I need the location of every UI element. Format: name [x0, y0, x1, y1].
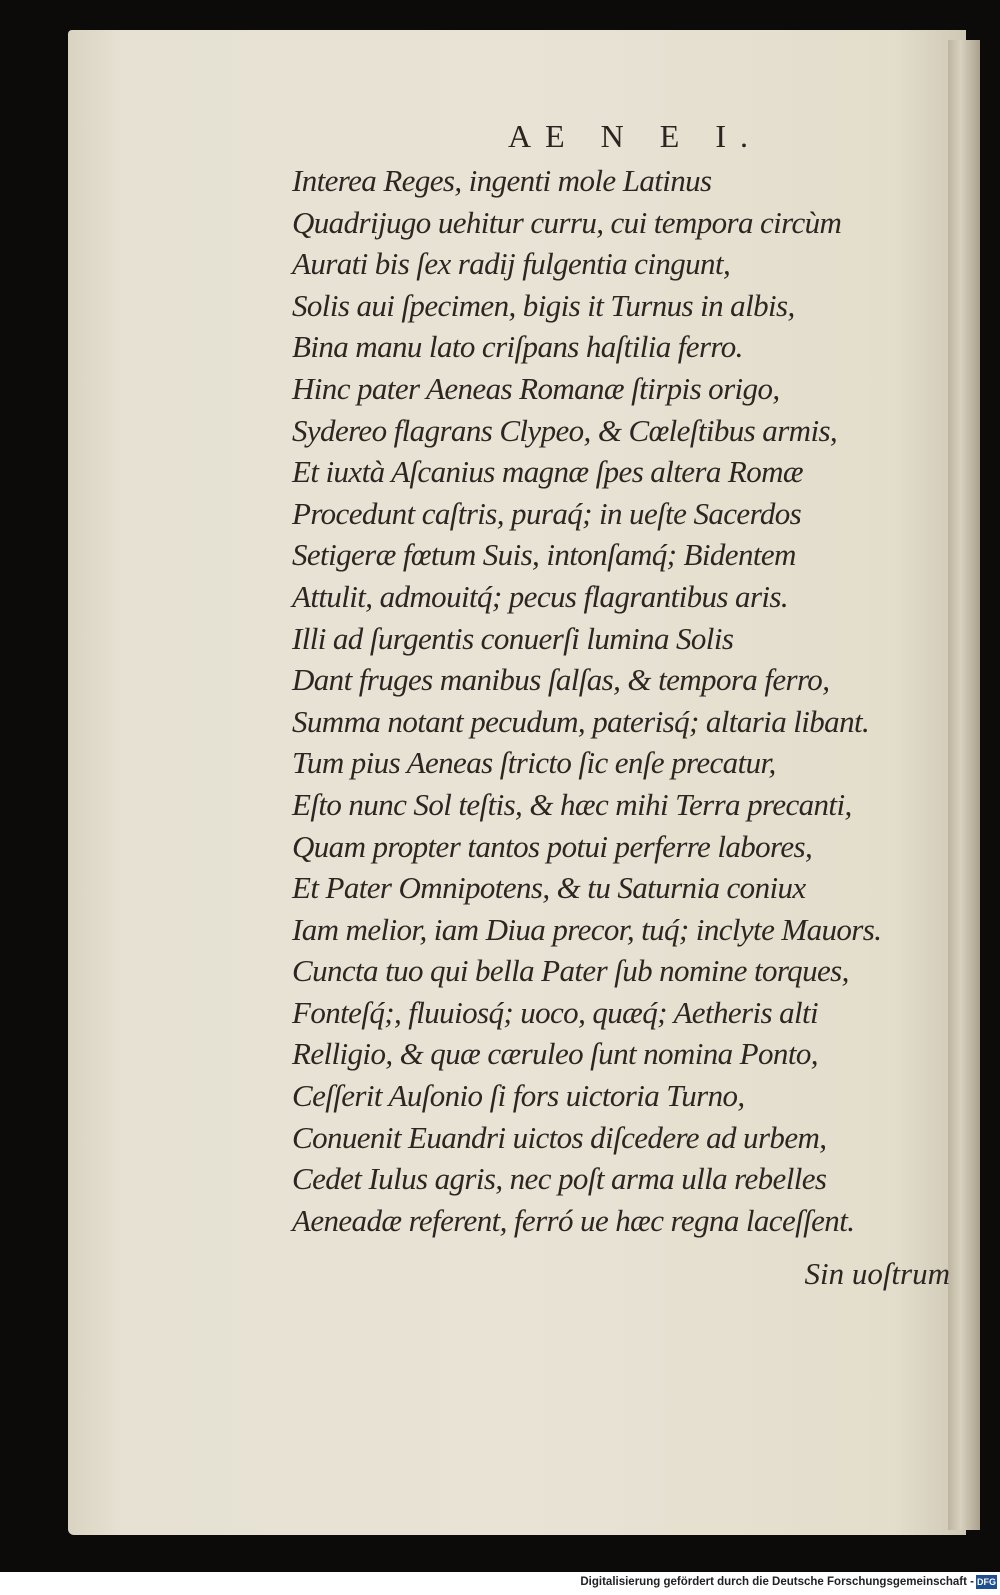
verse-lines: [292, 160, 881, 1241]
digitization-credit: Digitalisierung gefördert durch die Deutsche Forschungsgemeinschaft -: [580, 1576, 974, 1588]
verse-line: Quadrijugo uehitur curru, cui tempora circùm: [292, 204, 842, 240]
footer-bar: [0, 1572, 1000, 1595]
verse-line: Cuncta tuo qui bella Pater ſub nomine torques,: [292, 953, 849, 989]
catchword: Sin uoſtrum: [804, 1256, 950, 1291]
verse-line: Solis aui ſpecimen, bigis it Turnus in albis,: [292, 287, 795, 323]
verse-line: Summa notant pecudum, paterisq́; altaria libant.: [292, 703, 870, 739]
verse-line: Et Pater Omnipotens, & tu Saturnia coniux: [292, 870, 806, 906]
facing-page-edge: [948, 40, 980, 1530]
verse-line: Procedunt caſtris, puraq́; in ueſte Sacerdos: [292, 495, 802, 531]
verse-line: Sydereo flagrans Clypeo, & Cœleſtibus armis,: [292, 412, 838, 448]
verse-line: Interea Reges, ingenti mole Latinus: [292, 163, 712, 198]
verse-line: Conuenit Euandri uictos diſcedere ad urbem,: [292, 1119, 827, 1155]
verse-line: Quam propter tantos potui perferre labores,: [292, 828, 813, 864]
verse-line: Et iuxtà Aſcanius magnæ ſpes altera Romæ: [292, 454, 804, 490]
verse-line: Cedet Iulus agris, nec poſt arma ulla rebelles: [292, 1161, 827, 1197]
verse-line: Iam melior, iam Diua precor, tuq́; inclyte Mauors.: [292, 911, 882, 947]
verse-line: Aeneadæ referent, ferró ue hæc regna laceſſent.: [292, 1202, 855, 1238]
verse-line: Illi ad ſurgentis conuerſi lumina Solis: [292, 620, 734, 656]
verse-line: Hinc pater Aeneas Romanæ ſtirpis origo,: [292, 370, 780, 406]
dfg-logo: DFG: [977, 1577, 996, 1587]
verse-line: Eſto nunc Sol teſtis, & hæc mihi Terra precanti,: [292, 786, 852, 822]
running-head: AE N E I.: [508, 118, 762, 154]
verse-line: Relligio, & quæ cæruleo ſunt nomina Ponto,: [292, 1036, 818, 1072]
verse-line: Setigeræ fœtum Suis, intonſamq́; Bidentem: [292, 537, 796, 573]
verse-line: Attulit, admouitq́; pecus flagrantibus aris.: [292, 578, 789, 614]
verse-line: Aurati bis ſex radij fulgentia cingunt,: [292, 246, 731, 282]
verse-line: Fonteſq́;, fluuiosq́; uoco, quæq́; Aetheris alti: [292, 994, 819, 1030]
verse-line: Ceſſerit Auſonio ſi fors uictoria Turno,: [292, 1078, 745, 1114]
verse-line: Tum pius Aeneas ſtricto ſic enſe precatur,: [292, 745, 776, 781]
verse-line: Dant fruges manibus ſalſas, & tempora ferro,: [292, 662, 830, 698]
verse-line: Bina manu lato criſpans haſtilia ferro.: [292, 329, 743, 365]
